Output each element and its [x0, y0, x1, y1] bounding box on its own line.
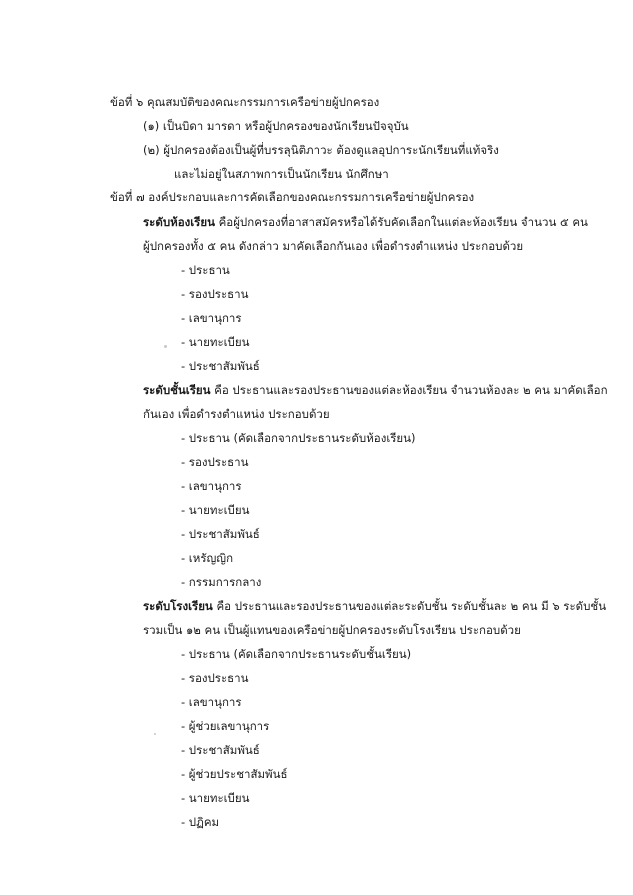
- grade-level-text: คือ ประธานและรองประธานของแต่ละห้องเรียน จำนวนห้องละ ๒ คน มาคัดเลือก: [214, 383, 608, 397]
- school-level-text: คือ ประธานและรองประธานของแต่ละระดับชั้น ระดับชั้นละ ๒ คน มี ๖ ระดับชั้น: [216, 599, 607, 613]
- school-level-paragraph-line-1: [143, 598, 606, 614]
- classroom-level-title: ระดับห้องเรียน: [143, 215, 215, 229]
- scan-speck: [154, 733, 156, 735]
- classroom-role: - ประชาสัมพันธ์: [181, 359, 260, 373]
- section-6-item-1: (๑) เป็นบิดา มารดา หรือผู้ปกครองของนักเรียนปัจจุบัน: [143, 119, 409, 133]
- grade-role: - กรรมการกลาง: [181, 575, 262, 589]
- classroom-level-paragraph-line-2: ผู้ปกครองทั้ง ๕ คน ดังกล่าว มาคัดเลือกกันเอง เพื่อดำรงตำแหน่ง ประกอบด้วย: [143, 239, 524, 253]
- school-role: - ประชาสัมพันธ์: [181, 743, 260, 757]
- classroom-role: - ประธาน: [181, 263, 230, 277]
- grade-level-paragraph-line-2: กันเอง เพื่อดำรงตำแหน่ง ประกอบด้วย: [143, 407, 330, 421]
- section-7-heading: ข้อที่ ๗ องค์ประกอบและการคัดเลือกของคณะกรรมการเครือข่ายผู้ปกครอง: [110, 190, 475, 204]
- grade-role: - ประชาสัมพันธ์: [181, 527, 260, 541]
- school-role: - เลขานุการ: [181, 695, 242, 709]
- grade-role: - เลขานุการ: [181, 479, 242, 493]
- grade-role: - ประธาน (คัดเลือกจากประธานระดับห้องเรียน): [181, 431, 416, 445]
- grade-level-paragraph-line-1: [143, 382, 608, 398]
- school-level-paragraph-line-2: รวมเป็น ๑๒ คน เป็นผู้แทนของเครือข่ายผู้ปกครองระดับโรงเรียน ประกอบด้วย: [143, 623, 521, 637]
- school-role: - ปฏิคม: [181, 815, 220, 829]
- school-role: - นายทะเบียน: [181, 791, 250, 805]
- classroom-role: - รองประธาน: [181, 287, 249, 301]
- school-level-title: ระดับโรงเรียน: [143, 599, 213, 613]
- school-role: - ผู้ช่วยเลขานุการ: [181, 719, 270, 733]
- school-role: - ประธาน (คัดเลือกจากประธานระดับชั้นเรียน): [181, 647, 412, 661]
- grade-role: - นายทะเบียน: [181, 503, 250, 517]
- section-6-item-2-continued: และไม่อยู่ในสภาพการเป็นนักเรียน นักศึกษา: [174, 167, 389, 181]
- grade-role: - รองประธาน: [181, 455, 249, 469]
- classroom-level-paragraph-line-1: [143, 214, 588, 230]
- section-6-item-2: (๒) ผู้ปกครองต้องเป็นผู้ที่บรรลุนิติภาวะ ต้องดูแลอุปการะนักเรียนที่แท้จริง: [143, 143, 499, 157]
- grade-role: - เหรัญญิก: [181, 551, 234, 565]
- scan-speck: [164, 345, 167, 348]
- grade-level-title: ระดับชั้นเรียน: [143, 383, 211, 397]
- classroom-level-text: คือผู้ปกครองที่อาสาสมัครหรือได้รับคัดเลือกในแต่ละห้องเรียน จำนวน ๕ คน: [218, 215, 588, 229]
- classroom-role: - นายทะเบียน: [181, 335, 250, 349]
- school-role: - ผู้ช่วยประชาสัมพันธ์: [181, 767, 288, 781]
- classroom-role: - เลขานุการ: [181, 311, 242, 325]
- section-6-heading: ข้อที่ ๖ คุณสมบัติของคณะกรรมการเครือข่ายผู้ปกครอง: [110, 95, 380, 109]
- school-role: - รองประธาน: [181, 671, 249, 685]
